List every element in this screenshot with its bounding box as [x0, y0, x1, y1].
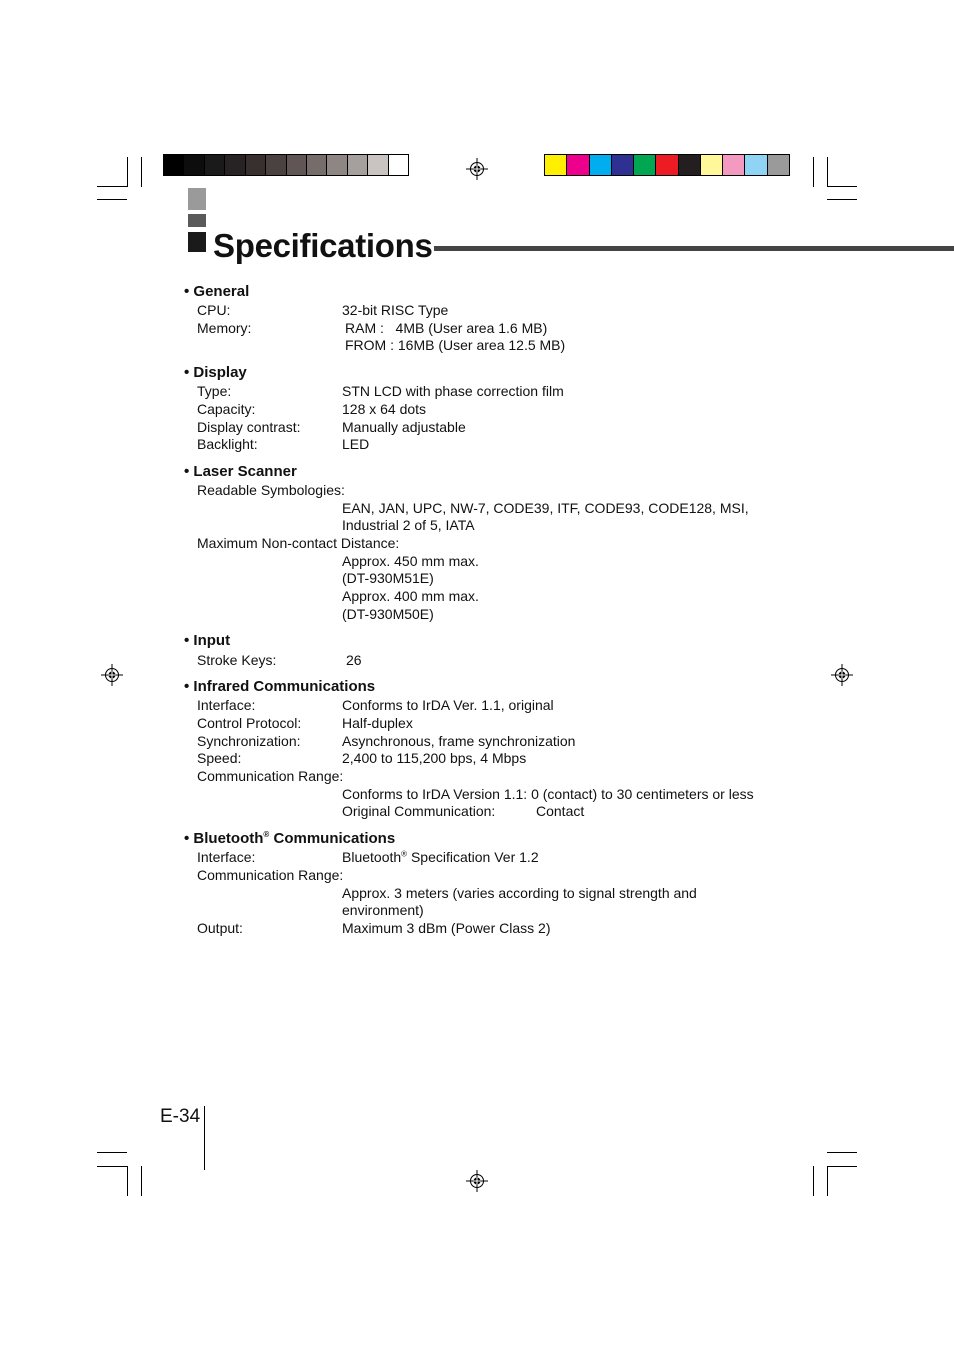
- crop-mark: [141, 157, 142, 187]
- value-text: Bluetooth: [342, 849, 402, 865]
- spec-label: Memory:: [197, 320, 252, 336]
- crop-mark: [827, 199, 857, 200]
- section-heading-bluetooth: [184, 830, 395, 848]
- color-swatch: [679, 155, 701, 175]
- color-swatch: [567, 155, 589, 175]
- spec-label: Stroke Keys:: [197, 652, 277, 668]
- registered-mark: ®: [263, 830, 270, 839]
- spec-label: Capacity:: [197, 401, 256, 417]
- registration-mark-icon: [101, 664, 123, 686]
- color-swatch: [590, 155, 612, 175]
- spec-value: Asynchronous, frame synchronization: [342, 733, 576, 749]
- spec-label: Control Protocol:: [197, 715, 302, 731]
- crop-mark: [827, 186, 857, 187]
- color-swatch: [634, 155, 656, 175]
- spec-value: 2,400 to 115,200 bps, 4 Mbps: [342, 750, 527, 766]
- section-heading-laser-scanner: • Laser Scanner: [184, 463, 297, 480]
- section-heading-general: • General: [184, 283, 250, 300]
- spec-value: Approx. 450 mm max.: [342, 553, 479, 569]
- crop-mark: [813, 1166, 814, 1196]
- section-heading-infrared: • Infrared Communications: [184, 678, 376, 695]
- spec-value: RAM : 4MB (User area 1.6 MB): [345, 320, 548, 336]
- crop-mark: [97, 186, 127, 187]
- page-number: E-34: [160, 1106, 201, 1127]
- spec-value: FROM : 16MB (User area 12.5 MB): [345, 337, 566, 353]
- color-swatch: [768, 155, 789, 175]
- spec-label: CPU:: [197, 302, 231, 318]
- page-number-rule: [204, 1106, 205, 1170]
- color-swatch: [545, 155, 567, 175]
- color-swatch: [266, 155, 286, 175]
- color-swatch: [348, 155, 368, 175]
- spec-value: Approx. 3 meters (varies according to signal strength and: [342, 885, 697, 901]
- color-swatch: [701, 155, 723, 175]
- color-swatch: [184, 155, 204, 175]
- title-decoration-block: [188, 214, 206, 227]
- section-heading-display: • Display: [184, 364, 247, 381]
- spec-value: Approx. 400 mm max.: [342, 588, 479, 604]
- spec-label: Synchronization:: [197, 733, 301, 749]
- color-swatch: [287, 155, 307, 175]
- spec-value: Original Communication:: [342, 803, 496, 819]
- crop-mark: [97, 199, 127, 200]
- spec-value: (DT-930M50E): [342, 606, 434, 622]
- crop-mark: [827, 1152, 857, 1153]
- crop-mark: [127, 157, 128, 187]
- registration-mark-icon: [466, 1170, 488, 1192]
- spec-value: Half-duplex: [342, 715, 413, 731]
- spec-value: Conforms to IrDA Version 1.1: 0 (contact) to 30 centimeters or less: [342, 786, 754, 802]
- spec-value: LED: [342, 436, 370, 452]
- spec-label: Type:: [197, 383, 232, 399]
- spec-value: EAN, JAN, UPC, NW-7, CODE39, ITF, CODE93, CODE128, MSI,: [342, 500, 749, 516]
- process-color-bar: [544, 154, 790, 176]
- crop-mark: [141, 1166, 142, 1196]
- spec-value: (DT-930M51E): [342, 570, 434, 586]
- section-heading-input: • Input: [184, 632, 231, 649]
- color-swatch: [389, 155, 408, 175]
- color-swatch: [612, 155, 634, 175]
- registration-mark-icon: [831, 664, 853, 686]
- spec-label: Interface:: [197, 697, 256, 713]
- color-swatch: [225, 155, 245, 175]
- color-swatch: [327, 155, 347, 175]
- value-text: Specification Ver 1.2: [407, 849, 539, 865]
- spec-value: Maximum 3 dBm (Power Class 2): [342, 920, 551, 936]
- crop-mark: [127, 1166, 128, 1196]
- color-swatch: [205, 155, 225, 175]
- crop-mark: [827, 157, 828, 187]
- crop-mark: [97, 1152, 127, 1153]
- spec-label: Backlight:: [197, 436, 258, 452]
- page-title: Specifications: [213, 227, 433, 264]
- spec-value: Manually adjustable: [342, 419, 466, 435]
- spec-value: 32-bit RISC Type: [342, 302, 449, 318]
- spec-value: Contact: [536, 803, 585, 819]
- color-swatch: [246, 155, 266, 175]
- title-decoration-block: [188, 232, 206, 252]
- spec-label: Speed:: [197, 750, 242, 766]
- crop-mark: [813, 157, 814, 187]
- spec-value: Conforms to IrDA Ver. 1.1, original: [342, 697, 554, 713]
- color-swatch: [307, 155, 327, 175]
- registration-mark-icon: [466, 158, 488, 180]
- spec-label: Communication Range:: [197, 867, 344, 883]
- title-decoration-block: [188, 188, 206, 210]
- spec-label: Display contrast:: [197, 419, 301, 435]
- crop-mark: [827, 1166, 857, 1167]
- title-rule: [434, 246, 954, 251]
- spec-label: Interface:: [197, 849, 256, 865]
- registered-mark: ®: [401, 849, 408, 859]
- spec-label: Output:: [197, 920, 243, 936]
- crop-mark: [827, 1166, 828, 1196]
- heading-text: • Bluetooth: [184, 830, 264, 847]
- spec-label: Communication Range:: [197, 768, 344, 784]
- spec-value: environment): [342, 902, 424, 918]
- color-swatch: [723, 155, 745, 175]
- crop-mark: [97, 1166, 127, 1167]
- spec-value: 128 x 64 dots: [342, 401, 427, 417]
- spec-value: Industrial 2 of 5, IATA: [342, 517, 475, 533]
- color-swatch: [656, 155, 678, 175]
- spec-value: 26: [346, 652, 362, 668]
- color-swatch: [368, 155, 388, 175]
- color-swatch: [745, 155, 767, 175]
- spec-label: Readable Symbologies:: [197, 482, 345, 498]
- heading-text: Communications: [269, 830, 396, 847]
- spec-value: [342, 848, 539, 866]
- spec-value: STN LCD with phase correction film: [342, 383, 564, 399]
- color-swatch: [164, 155, 184, 175]
- grayscale-color-bar: [163, 154, 409, 176]
- spec-label: Maximum Non-contact Distance:: [197, 535, 400, 551]
